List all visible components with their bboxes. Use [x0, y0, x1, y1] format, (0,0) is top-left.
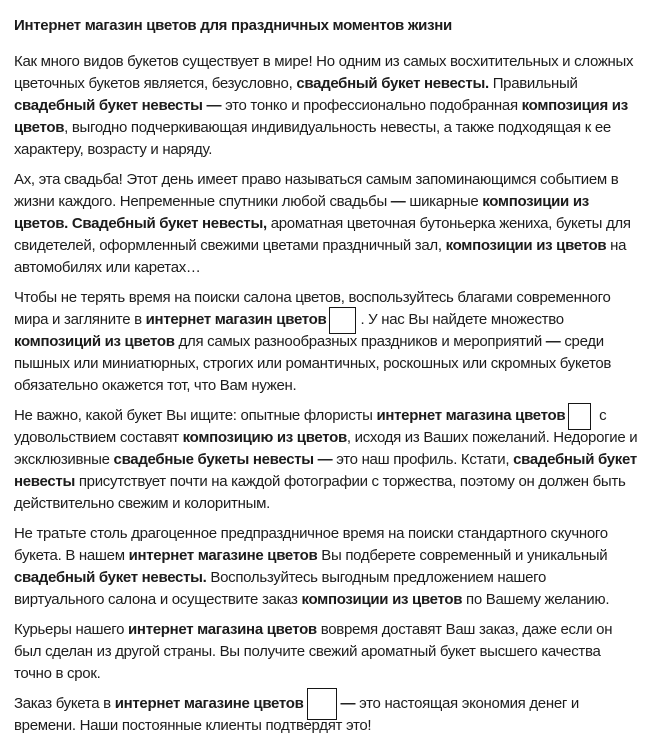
text-run: , исходя из Ваших пожеланий. Недорогие и эксклюзивные: [14, 429, 638, 468]
text-run: Ах, эта свадьба! Этот день имеет право называться самым запоминающимся событием в жизни каждого. Непременные спутники любой свадьбы: [14, 171, 619, 210]
text-run: вовремя доставят Ваш заказ, даже если он был сделан из другой страны. Вы получите свежий ароматный букет высшего качества точно в срок.: [14, 621, 613, 682]
bold-text-run: свадебные букеты невесты —: [113, 451, 333, 468]
text-run: это наш профиль. Кстати,: [332, 451, 514, 468]
bold-text-run: интернет магазине цветов: [114, 695, 304, 712]
paragraph: [14, 169, 638, 279]
bold-text-run: —: [390, 193, 406, 210]
text-run: с удовольствием составят: [14, 407, 607, 446]
text-run: Вы подберете современный и уникальный: [317, 547, 608, 564]
text-run: , выгодно подчеркивающая индивидуальность невесты, а также подходящая к ее характеру, возрасту и наряду.: [14, 119, 611, 158]
placeholder-box: [568, 403, 591, 430]
text-run: по Вашему желанию.: [462, 591, 610, 608]
paragraph: [14, 619, 638, 685]
text-run: Воспользуйтесь выгодным предложением нашего виртуального салона и осуществите заказ: [14, 569, 547, 608]
bold-text-run: интернет магазин цветов: [145, 311, 327, 328]
text-run: Не важно, какой букет Вы ищите: опытные флористы: [14, 407, 377, 424]
bold-text-run: —: [545, 333, 561, 350]
bold-text-run: свадебный букет невесты.: [296, 75, 489, 92]
text-run: Чтобы не терять время на поиски салона цветов, воспользуйтесь благами современного мира и загляните в: [14, 289, 611, 328]
text-run: Не тратьте столь драгоценное предпраздничное время на поиски стандартного скучного букета. В нашем: [14, 525, 608, 564]
text-run: Как много видов букетов существует в мире! Но одним из самых восхитительных и сложных цветочных букетов является, безусловно,: [14, 53, 634, 92]
bold-text-run: композиции из цветов: [445, 237, 607, 254]
text-run: для самых разнообразных праздников и мероприятий: [174, 333, 546, 350]
placeholder-box: [329, 307, 356, 334]
page-title: Интернет магазин цветов для праздничных моментов жизни: [14, 17, 452, 34]
bold-text-run: композиция из цветов: [14, 97, 628, 136]
paragraph: [14, 51, 638, 161]
text-run: Правильный: [488, 75, 578, 92]
paragraph: [14, 693, 638, 737]
text-run: Заказ букета в: [14, 695, 115, 712]
bold-text-run: интернет магазина цветов: [128, 621, 317, 638]
text-run: . У нас Вы найдете множество: [360, 311, 564, 328]
text-run: Курьеры нашего: [14, 621, 129, 638]
text-run: это тонко и профессионально подобранная: [221, 97, 522, 114]
bold-text-run: —: [340, 695, 356, 712]
text-run: среди пышных или миниатюрных, строгих или романтичных, роскошных или скромных букетов обязательно окажется тот, что Вам нужен.: [14, 333, 612, 394]
bold-text-run: свадебный букет невесты —: [14, 97, 222, 114]
text-run: это настоящая экономия денег и времени. Наши постоянные клиенты подтвердят это!: [14, 695, 579, 734]
bold-text-run: свадебный букет невесты.: [14, 569, 207, 586]
bold-text-run: интернет магазина цветов: [376, 407, 566, 424]
bold-text-run: композицию из цветов: [182, 429, 347, 446]
bold-text-run: свадебный букет невесты: [14, 451, 637, 490]
paragraph: [14, 405, 638, 515]
text-run: шикарные: [405, 193, 483, 210]
placeholder-box: [307, 688, 337, 720]
bold-text-run: композиций из цветов: [14, 333, 175, 350]
paragraph: [14, 523, 638, 611]
text-run: на автомобилях или каретах…: [14, 237, 627, 276]
text-run: ароматная цветочная бутоньерка жениха, букеты для свидетелей, оформленный свежими цветами праздничный зал,: [14, 215, 631, 254]
bold-text-run: интернет магазине цветов: [128, 547, 318, 564]
paragraph: [14, 287, 638, 397]
bold-text-run: композиции из цветов: [301, 591, 463, 608]
document-body: [14, 51, 638, 737]
text-run: присутствует почти на каждой фотографии с торжества, поэтому он должен быть действительно свежим и колоритным.: [14, 473, 626, 512]
bold-text-run: композиции из цветов. Свадебный букет невесты,: [14, 193, 589, 232]
